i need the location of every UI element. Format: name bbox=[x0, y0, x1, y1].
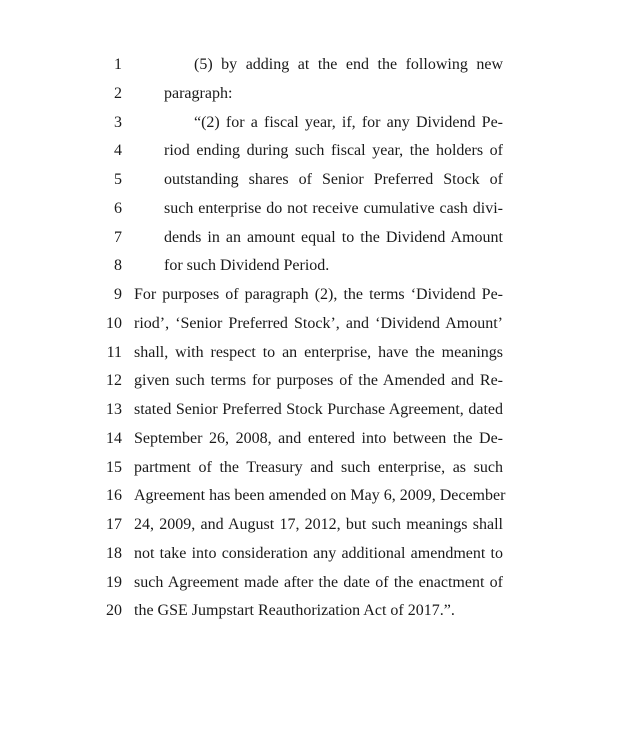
line-number: 5 bbox=[114, 171, 122, 188]
line-16 bbox=[0, 486, 633, 515]
line-7 bbox=[0, 228, 633, 257]
line-text: For purposes of paragraph (2), the terms ‘Dividend Pe- bbox=[134, 286, 503, 303]
line-number: 15 bbox=[106, 458, 122, 476]
line-number: 12 bbox=[106, 372, 122, 390]
line-number: 18 bbox=[106, 544, 122, 562]
line-text: Agreement has been amended on May 6, 2009, December bbox=[134, 487, 506, 505]
line-text: September 26, 2008, and entered into between the De- bbox=[134, 429, 503, 447]
line-18 bbox=[0, 544, 633, 573]
line-11 bbox=[0, 343, 633, 372]
line-text: outstanding shares of Senior Preferred Stock of bbox=[164, 171, 503, 188]
line-20 bbox=[0, 601, 633, 630]
line-13 bbox=[0, 400, 633, 429]
line-number: 6 bbox=[114, 199, 122, 217]
line-number: 14 bbox=[106, 429, 122, 447]
line-number: 17 bbox=[106, 516, 122, 533]
line-number: 1 bbox=[114, 56, 122, 73]
line-8 bbox=[0, 256, 633, 285]
line-12 bbox=[0, 371, 633, 400]
line-number: 8 bbox=[114, 257, 122, 275]
line-10 bbox=[0, 314, 633, 343]
line-text: stated Senior Preferred Stock Purchase Agreement, dated bbox=[134, 401, 503, 418]
line-text: for such Dividend Period. bbox=[164, 257, 330, 275]
line-text: riod’, ‘Senior Preferred Stock’, and ‘Dividend Amount’ bbox=[134, 314, 503, 332]
line-text: 24, 2009, and August 17, 2012, but such meanings shall bbox=[134, 516, 503, 533]
line-text: such enterprise do not receive cumulative cash divi- bbox=[164, 199, 503, 217]
line-text: “(2) for a fiscal year, if, for any Dividend Pe- bbox=[194, 113, 503, 131]
line-number: 2 bbox=[114, 84, 122, 102]
line-number: 3 bbox=[114, 113, 122, 131]
line-17 bbox=[0, 515, 633, 544]
line-text: given such terms for purposes of the Amended and Re- bbox=[134, 372, 503, 390]
line-number: 9 bbox=[114, 286, 122, 303]
line-number: 7 bbox=[114, 228, 122, 246]
line-2 bbox=[0, 84, 633, 113]
line-19 bbox=[0, 573, 633, 602]
line-text: paragraph: bbox=[164, 84, 233, 102]
line-text: the GSE Jumpstart Reauthorization Act of 2017.”. bbox=[134, 602, 455, 620]
line-number: 4 bbox=[114, 142, 122, 160]
line-number: 13 bbox=[106, 401, 122, 418]
line-number: 19 bbox=[106, 573, 122, 591]
line-text: shall, with respect to an enterprise, have the meanings bbox=[134, 343, 503, 361]
line-number: 10 bbox=[106, 314, 122, 332]
line-14 bbox=[0, 429, 633, 458]
line-number: 20 bbox=[106, 602, 122, 620]
line-4 bbox=[0, 141, 633, 170]
line-text: riod ending during such fiscal year, the holders of bbox=[164, 142, 503, 160]
line-9 bbox=[0, 285, 633, 314]
line-text: such Agreement made after the date of the enactment of bbox=[134, 573, 503, 591]
line-text: (5) by adding at the end the following new bbox=[194, 56, 503, 73]
line-text: not take into consideration any additional amendment to bbox=[134, 544, 503, 562]
line-15 bbox=[0, 458, 633, 487]
line-1 bbox=[0, 55, 633, 84]
line-number: 11 bbox=[106, 343, 122, 361]
line-number: 16 bbox=[106, 487, 122, 505]
line-text: dends in an amount equal to the Dividend Amount bbox=[164, 228, 503, 246]
line-5 bbox=[0, 170, 633, 199]
line-3 bbox=[0, 113, 633, 142]
line-text: partment of the Treasury and such enterprise, as such bbox=[134, 458, 503, 476]
line-6 bbox=[0, 199, 633, 228]
